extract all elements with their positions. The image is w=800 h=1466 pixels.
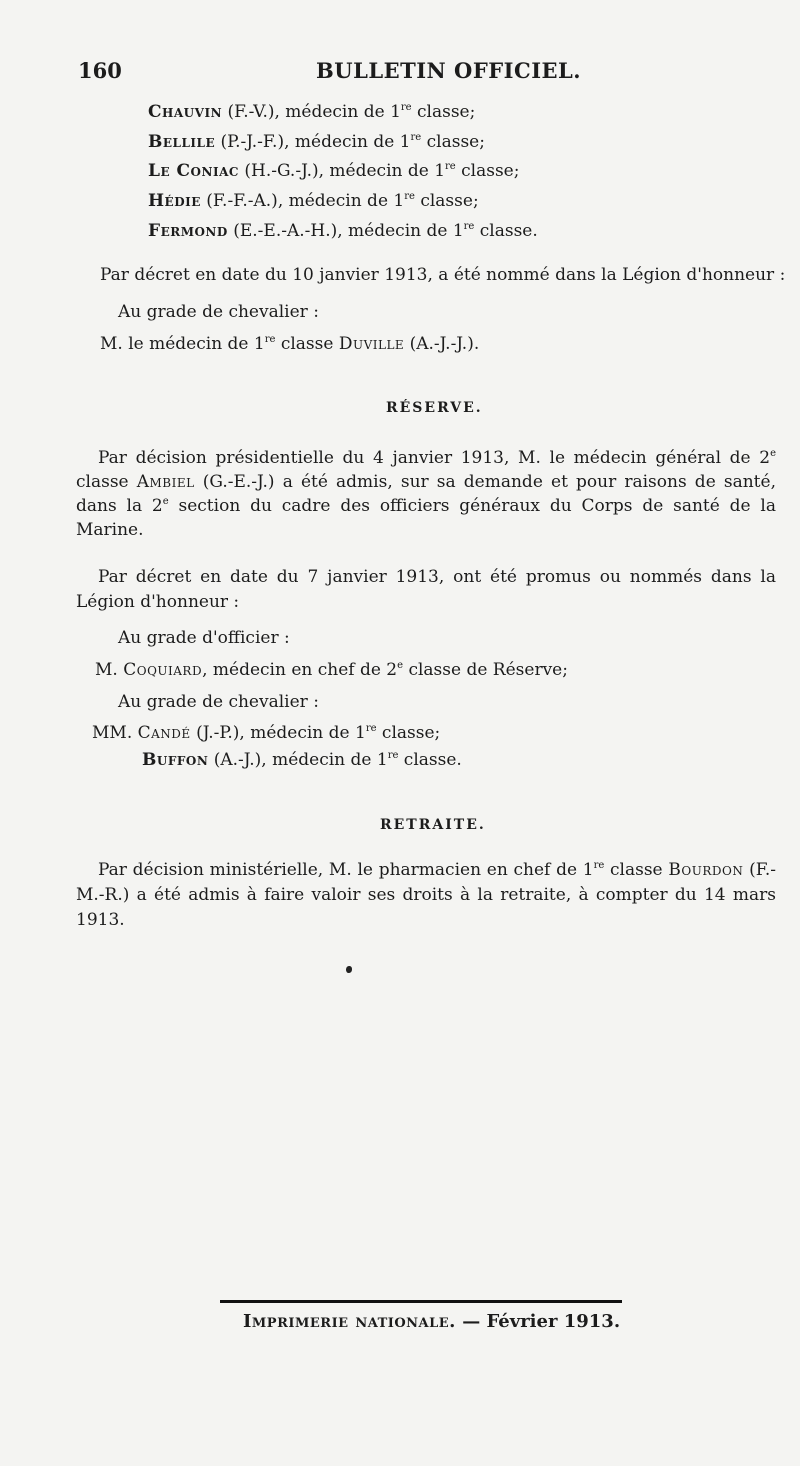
running-title: BULLETIN OFFICIEL.: [316, 58, 582, 83]
section-heading-retraite: RETRAITE.: [380, 817, 486, 833]
page-number: 160: [78, 58, 122, 83]
list-item: Le Coniac (H.-G.-J.), médecin de 1re classe;: [148, 161, 520, 181]
imprint: Imprimerie nationale. — Février 1913.: [243, 1311, 621, 1332]
list-item: Chauvin (F.-V.), médecin de 1re classe;: [148, 102, 476, 122]
ink-mark: [346, 966, 352, 973]
grade-label: Au grade d'officier :: [118, 628, 290, 648]
reserve-paragraph: Par décision présidentielle du 4 janvier 1913, M. le médecin général de 2e classe Ambiel (G.-E.-J.) a été admis, sur sa demande et pour raisons de santé, dans la 2e section du cadre des officiers généraux du Corps de santé de la Marine.: [76, 448, 776, 540]
list-item: Fermond (E.-E.-A.-H.), médecin de 1re classe.: [148, 221, 538, 241]
nominee-line: Buffon (A.-J.), médecin de 1re classe.: [142, 750, 462, 770]
promotion-decree-paragraph: Par décret en date du 7 janvier 1913, ont été promus ou nommés dans la Légion d'honneur :: [76, 567, 776, 612]
legion-decree-paragraph: Par décret en date du 10 janvier 1913, a été nommé dans la Légion d'honneur :: [100, 265, 786, 285]
retraite-paragraph: Par décision ministérielle, M. le pharmacien en chef de 1re classe Bourdon (F.-M.-R.) a été admis à faire valoir ses droits à la retraite, à compter du 14 mars 1913.: [76, 860, 776, 930]
grade-label: Au grade de chevalier :: [118, 692, 319, 712]
nominee-line: MM. Candé (J.-P.), médecin de 1re classe;: [92, 723, 441, 743]
list-item: Hédie (F.-F.-A.), médecin de 1re classe;: [148, 191, 479, 211]
nominee-line: M. Coquiard, médecin en chef de 2e classe de Réserve;: [95, 660, 568, 680]
grade-label: Au grade de chevalier :: [118, 302, 319, 322]
nominee-line: M. le médecin de 1re classe Duville (A.-J.-J.).: [100, 334, 480, 354]
section-heading-reserve: RÉSERVE.: [386, 400, 483, 416]
list-item: Bellile (P.-J.-F.), médecin de 1re classe;: [148, 132, 485, 152]
footer-rule: [220, 1300, 622, 1303]
